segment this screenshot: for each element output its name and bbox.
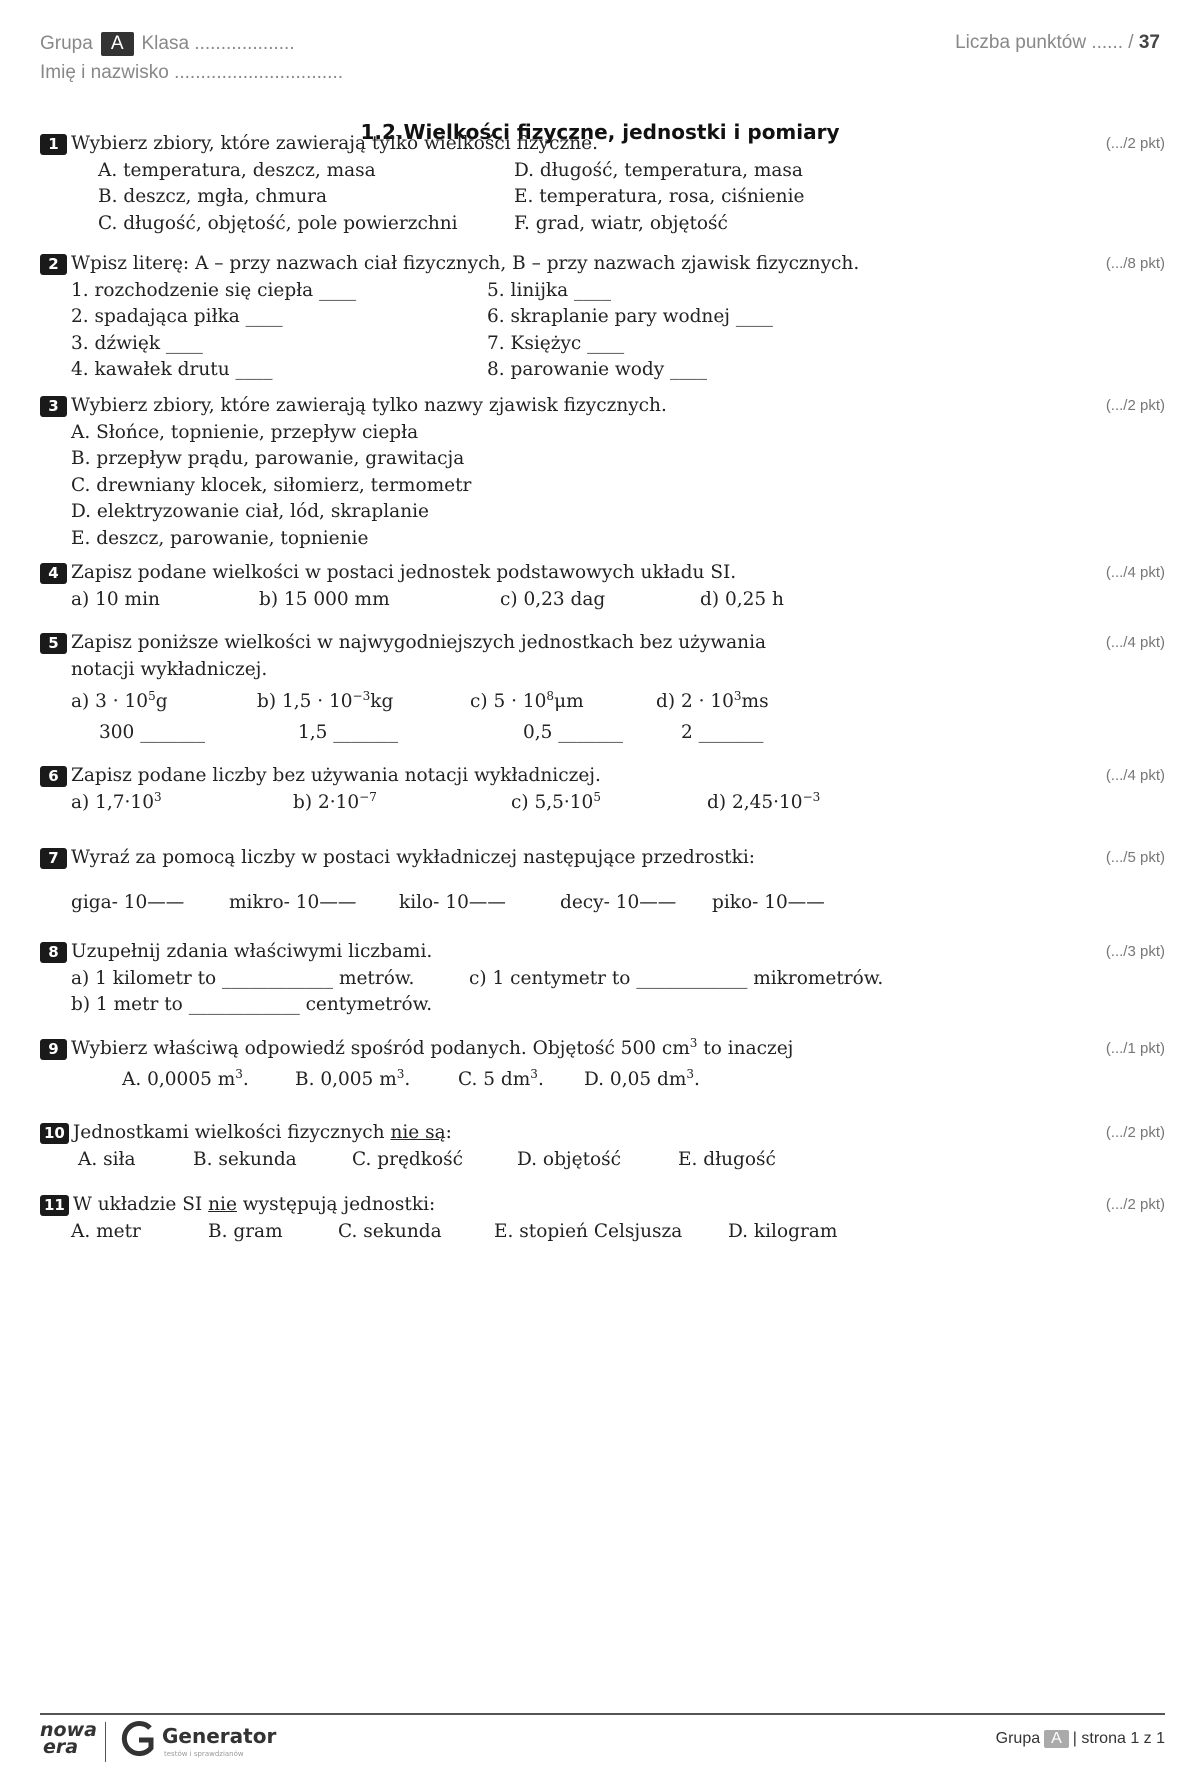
items-row (40, 587, 1165, 614)
question-number: 9 (40, 1039, 67, 1060)
answer-blank: 0,5 _______ (523, 721, 624, 743)
item: c) 0,23 dag (500, 588, 606, 610)
question-number: 1 (40, 134, 67, 155)
header-group-row (40, 32, 295, 56)
question-text: Zapisz podane liczby bez używania notacji wykładniczej. (71, 765, 601, 786)
option: C. prędkość (352, 1148, 463, 1170)
options-row (40, 1219, 1165, 1246)
question-points: (.../2 pkt) (1105, 1196, 1165, 1213)
question-9 (40, 1036, 1165, 1093)
question-points: (.../8 pkt) (1105, 255, 1165, 272)
item: d) 0,25 h (700, 588, 784, 610)
sentence-c: c) 1 centymetr to ____________ mikrometrów. (469, 967, 884, 989)
nowa-era-logo: nowa era (40, 1719, 97, 1758)
question-10 (40, 1120, 1165, 1173)
option: E. stopień Celsjusza (494, 1220, 683, 1242)
question-text: Wyraź za pomocą liczby w postaci wykładniczej następujące przedrostki: (71, 847, 755, 868)
prefix-item: mikro- 10—— (229, 891, 357, 913)
question-text: W układzie SI nie występują jednostki: (72, 1194, 436, 1215)
option: F. grad, wiatr, objętość (514, 212, 728, 234)
prefix-item: giga- 10—— (71, 891, 185, 913)
item: b) 15 000 mm (259, 588, 390, 610)
question-4 (40, 560, 1165, 613)
item: 1. rozchodzenie się ciepła ____ (71, 279, 357, 301)
question-5 (40, 630, 1165, 746)
option: A. metr (71, 1220, 141, 1242)
question-points: (.../2 pkt) (1105, 135, 1165, 152)
item: 8. parowanie wody ____ (487, 359, 708, 380)
option: E. temperatura, rosa, ciśnienie (514, 186, 805, 207)
question-number: 2 (40, 254, 67, 275)
prefix-row (40, 890, 1165, 917)
answers-row (40, 720, 1165, 747)
option: B. 0,005 $m^3$. (295, 1066, 411, 1090)
logo-separator (105, 1722, 106, 1762)
sentences-row (40, 966, 1165, 993)
option: A. temperatura, deszcz, masa (98, 159, 376, 181)
question-1 (40, 131, 1165, 237)
option: B. przepływ prądu, parowanie, grawitacja (71, 448, 465, 469)
option: C. długość, objętość, pole powierzchni (98, 212, 458, 234)
question-points: (.../5 pkt) (1105, 849, 1165, 866)
question-text: Wybierz właściwą odpowiedź spośród podanych. Objętość 500 $cm^3$ to inaczej (71, 1035, 794, 1059)
question-text: Zapisz poniższe wielkości w najwygodniejszych jednostkach bez używania notacji wykładniczej. (71, 632, 767, 680)
item: d) $2,45\cdot 10^{-3}$ (707, 789, 821, 813)
prefix-item: piko- 10—— (712, 891, 825, 913)
prefix-item: decy- 10—— (560, 891, 677, 913)
page-title: 1.2.Wielkości fizyczne, jednostki i pomiary (360, 120, 840, 144)
question-text: Zapisz podane wielkości w postaci jednostek podstawowych układu SI. (71, 562, 737, 583)
question-text: Uzupełnij zdania właściwymi liczbami. (71, 941, 433, 962)
points-label: Liczba punktów ...... / (955, 32, 1134, 53)
footer-group-label: Grupa (995, 1730, 1041, 1747)
question-text: Wybierz zbiory, które zawierają tylko wielkości fizyczne. (71, 133, 598, 154)
item: b) $2\cdot 10^{-7}$ (293, 789, 377, 813)
option: C. sekunda (338, 1220, 442, 1242)
question-6 (40, 763, 1165, 816)
options-row (40, 1067, 1165, 1094)
option: C. 5 $dm^3$. (458, 1066, 544, 1090)
question-points: (.../2 pkt) (1105, 1124, 1165, 1141)
sentence-b: b) 1 metr to ____________ centymetrów. (71, 994, 433, 1015)
expression: b) $1,5 \cdot 10^{-3}kg$ (257, 688, 394, 712)
question-points: (.../4 pkt) (1105, 634, 1165, 651)
item: 6. skraplanie pary wodnej ____ (487, 306, 773, 327)
options-row (40, 1147, 1165, 1174)
group-badge: A (101, 32, 134, 56)
footer-group-badge: A (1044, 1730, 1069, 1748)
question-number: 3 (40, 396, 67, 417)
question-11 (40, 1192, 1165, 1245)
question-2 (40, 251, 1165, 384)
items-row (40, 790, 1165, 817)
question-8 (40, 939, 1165, 1019)
item: 2. spadająca piłka ____ (71, 306, 283, 327)
option: A. 0,0005 $m^3$. (122, 1066, 249, 1090)
question-number: 4 (40, 563, 67, 584)
question-text: Wpisz literę: A – przy nazwach ciał fizycznych, B – przy nazwach zjawisk fizycznych. (71, 253, 860, 274)
option: D. kilogram (728, 1220, 838, 1242)
item: 4. kawałek drutu ____ (71, 359, 273, 380)
item: c) $5,5\cdot 10^5$ (511, 789, 601, 813)
name-label: Imię i nazwisko ................................ (40, 62, 344, 83)
question-text: Jednostkami wielkości fizycznych nie są: (72, 1122, 452, 1143)
expression: c) $5 \cdot 10^8\mu m$ (470, 688, 584, 712)
item: 7. Księżyc ____ (487, 332, 625, 354)
footer-page-info (996, 1730, 1165, 1748)
item: a) 10 min (71, 588, 160, 610)
question-3 (40, 393, 1165, 552)
question-number: 11 (40, 1195, 69, 1216)
option: D. długość, temperatura, masa (514, 159, 803, 181)
prefix-item: kilo- 10—— (399, 891, 506, 913)
group-label: Grupa (40, 33, 93, 54)
question-points: (.../2 pkt) (1105, 397, 1165, 414)
footer-divider (40, 1713, 1165, 1715)
option: E. długość (678, 1148, 776, 1170)
option: D. 0,05 $dm^3$. (584, 1066, 700, 1090)
sentence-a: a) 1 kilometr to ____________ metrów. (71, 967, 415, 989)
question-points: (.../4 pkt) (1105, 564, 1165, 581)
answer-blank: 300 _______ (99, 721, 205, 743)
item: 5. linijka ____ (487, 279, 612, 301)
option: B. gram (208, 1220, 283, 1242)
question-text: Wybierz zbiory, które zawierają tylko nazwy zjawisk fizycznych. (71, 395, 667, 416)
generator-logo-subtitle: testów i sprawdzianów (164, 1750, 244, 1758)
option: B. sekunda (193, 1148, 297, 1170)
option: A. Słońce, topnienie, przepływ ciepła (71, 421, 419, 443)
class-label: Klasa ................... (141, 33, 295, 54)
option: A. siła (78, 1148, 136, 1170)
items-grid (40, 278, 1165, 384)
option: D. objętość (517, 1148, 622, 1170)
question-points: (.../1 pkt) (1105, 1040, 1165, 1057)
answer-blank: 1,5 _______ (298, 721, 399, 743)
question-number: 5 (40, 633, 67, 654)
option: E. deszcz, parowanie, topnienie (71, 527, 369, 549)
options-list (40, 420, 1165, 553)
points-total: 37 (1138, 32, 1160, 53)
option: C. drewniany klocek, siłomierz, termometr (71, 474, 472, 496)
expressions-row (40, 689, 1165, 716)
answer-blank: 2 _______ (681, 721, 764, 743)
options-grid (40, 158, 1165, 238)
question-number: 6 (40, 766, 67, 787)
option: D. elektryzowanie ciał, lód, skraplanie (71, 501, 429, 522)
question-number: 7 (40, 848, 67, 869)
question-number: 8 (40, 942, 67, 963)
expression: a) $3 \cdot 10^5g$ (71, 688, 168, 712)
points-summary (955, 32, 1160, 54)
generator-g-icon (120, 1720, 156, 1760)
item: a) $1,7\cdot 10^3$ (71, 789, 162, 813)
question-7 (40, 845, 1165, 916)
option: B. deszcz, mgła, chmura (98, 186, 328, 207)
generator-logo-text: Generator (162, 1724, 277, 1748)
expression: d) $2 \cdot 10^3ms$ (656, 688, 769, 712)
question-points: (.../4 pkt) (1105, 767, 1165, 784)
item: 3. dźwięk ____ (71, 332, 203, 354)
question-points: (.../3 pkt) (1105, 943, 1165, 960)
page-number: | strona 1 z 1 (1072, 1730, 1165, 1747)
question-number: 10 (40, 1123, 69, 1144)
